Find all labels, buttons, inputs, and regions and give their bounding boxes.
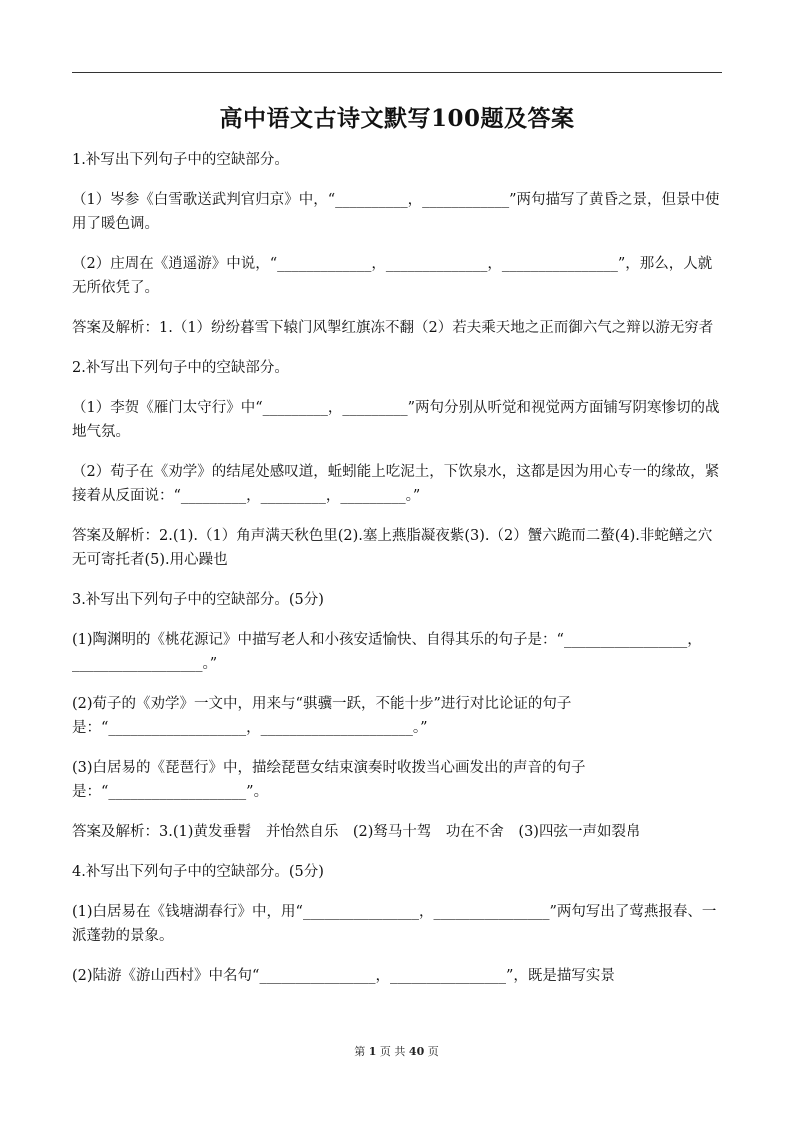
footer-suffix: 页 bbox=[427, 1045, 439, 1058]
question-item: （1）岑参《白雪歌送武判官归京》中，“__________，____________”两句描写了黄昏之景，但景中使用了暖色调。 bbox=[72, 192, 720, 232]
question-heading: 4.补写出下列句子中的空缺部分。(5分) bbox=[72, 864, 324, 880]
total-page-count: 40 bbox=[408, 1045, 425, 1058]
question-item: (1)陶渊明的《桃花源记》中描写老人和小孩安适愉快、自得其乐的句子是：“_________________，__________________。” bbox=[72, 632, 702, 672]
page-footer bbox=[0, 1043, 793, 1059]
footer-mid: 页 共 bbox=[379, 1045, 406, 1058]
question-heading: 1.补写出下列句子中的空缺部分。 bbox=[72, 152, 289, 168]
footer-prefix: 第 bbox=[354, 1045, 366, 1058]
current-page-number: 1 bbox=[368, 1045, 377, 1058]
answer-paragraph: 答案及解析：3.(1)黄发垂髫 并怡然自乐 (2)驽马十驾 功在不舍 (3)四弦一声如裂帛 bbox=[72, 824, 641, 840]
question-item: (1)白居易在《钱塘湖春行》中，用“________________，________________”两句写出了莺燕报春、一派蓬勃的景象。 bbox=[72, 904, 717, 944]
document-title: 高中语文古诗文默写100题及答案 bbox=[219, 105, 575, 132]
header-rule bbox=[72, 72, 722, 73]
question-item: （2）荀子在《劝学》的结尾处感叹道，蚯蚓能上吃泥土，下饮泉水，这都是因为用心专一的缘故，紧接着从反面说：“_________，_________，_________。” bbox=[72, 464, 720, 504]
question-item: （2）庄周在《逍遥游》中说，“_____________，______________，________________”，那么，人就无所依凭了。 bbox=[72, 256, 713, 296]
question-item: (3)白居易的《琵琶行》中，描绘琵琶女结束演奏时收拨当心画发出的声音的句子是：“___________________”。 bbox=[72, 760, 586, 800]
question-heading: 3.补写出下列句子中的空缺部分。(5分) bbox=[72, 592, 324, 608]
answer-paragraph: 答案及解析：2.(1).（1）角声满天秋色里(2).塞上燕脂凝夜紫(3).（2）蟹六跪而二螯(4).非蛇鳝之穴无可寄托者(5).用心躁也 bbox=[72, 528, 713, 568]
question-heading: 2.补写出下列句子中的空缺部分。 bbox=[72, 360, 289, 376]
answer-paragraph: 答案及解析：1.（1）纷纷暮雪下辕门风掣红旗冻不翻（2）若夫乘天地之正而御六气之辩以游无穷者 bbox=[72, 320, 714, 336]
question-item: （1）李贺《雁门太守行》中“_________，_________”两句分别从听觉和视觉两方面铺写阴寒惨切的战地气氛。 bbox=[72, 400, 720, 440]
question-item: (2)荀子的《劝学》一文中，用来与“骐骥一跃，不能十步”进行对比论证的句子是：“___________________，_____________________。” bbox=[72, 696, 572, 736]
document-body bbox=[72, 148, 722, 1004]
question-item: (2)陆游《游山西村》中名句“________________，________________”，既是描写实景 bbox=[72, 968, 615, 984]
